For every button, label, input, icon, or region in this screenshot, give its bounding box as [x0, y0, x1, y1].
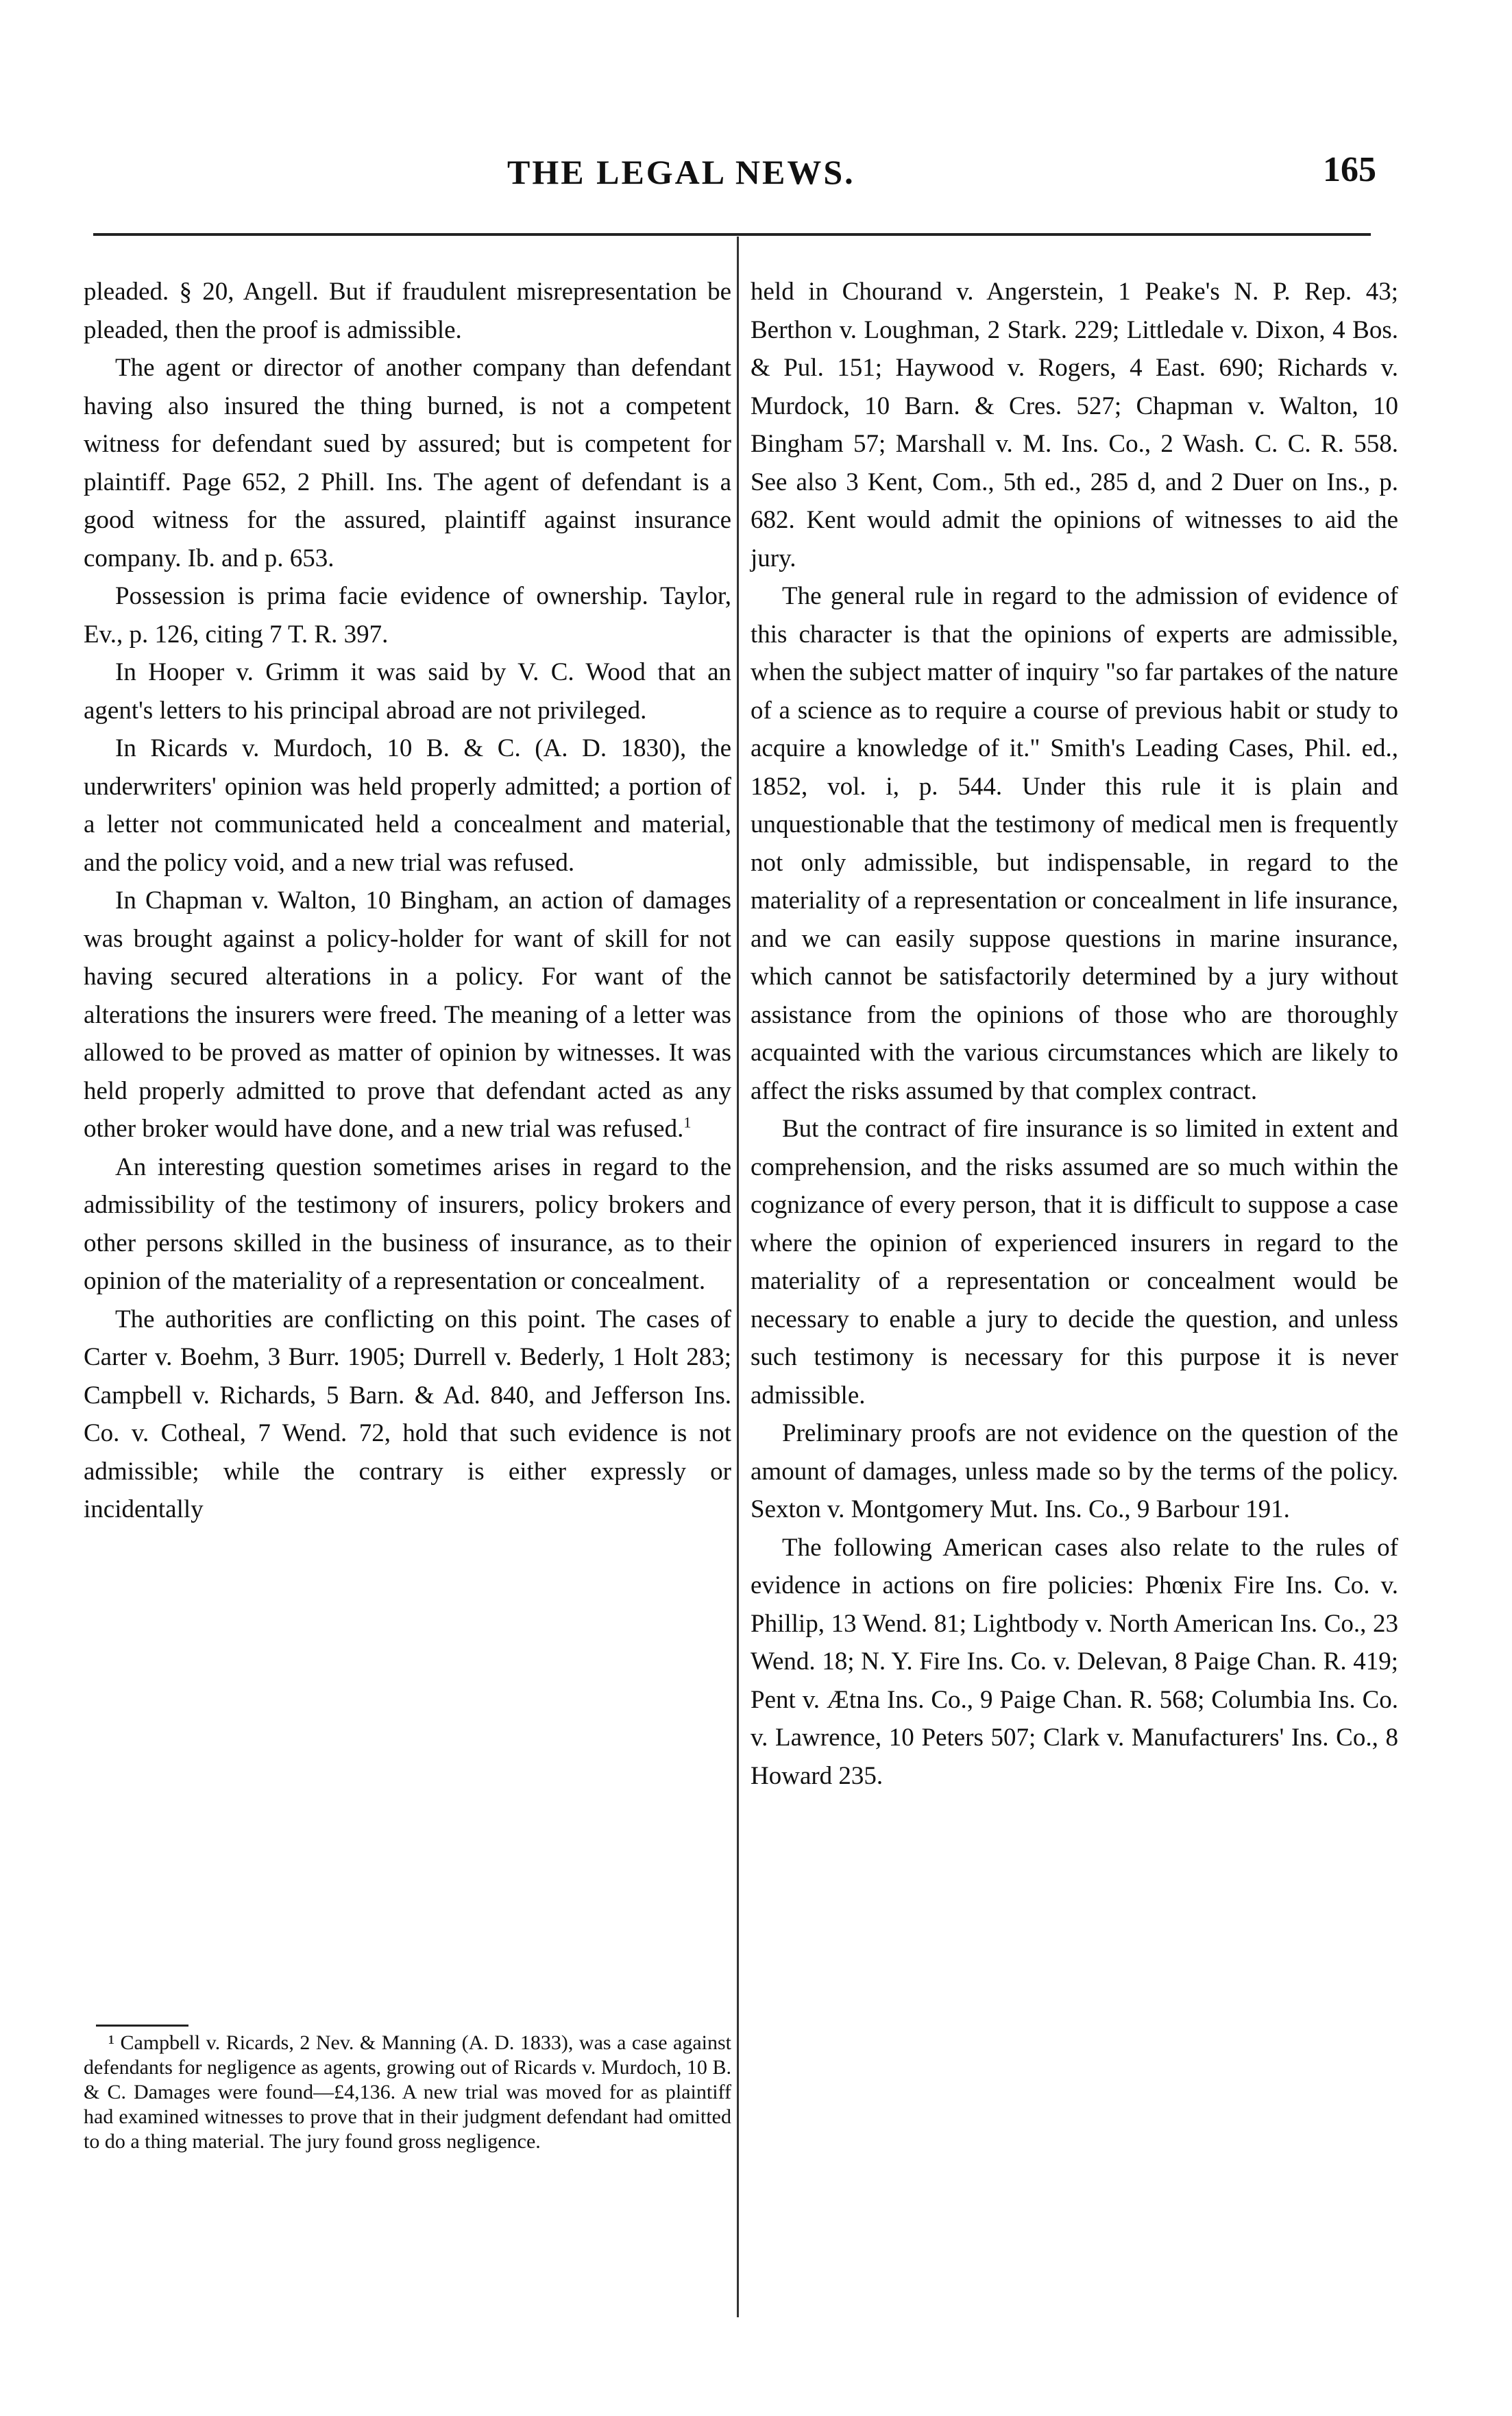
right-paragraph-3: But the contract of fire insurance is so limited in extent and comprehension, and the risks assumed are so much within the cognizance of every person, that it is difficult to suppose a case where the opinion of experienced insurers in regard to the materiality of a representation or concealment would be necessary to enable a jury to decide the question, and unless such testimony is necessary for this purpose it is never admissible.: [751, 1115, 1398, 1410]
right-column: [751, 273, 1398, 1795]
header-rule: [93, 233, 1371, 236]
left-paragraph-4: In Hooper v. Grimm it was said by V. C. Wood that an agent's letters to his principal abroad are not privileged.: [84, 658, 731, 725]
left-paragraph-2: The agent or director of another company than defendant having also insured the thing burned, is not a competent witness for defendant sued by assured; but is competent for plaintiff. Page 652, 2 Phill. Ins. The agent of defendant is a good witness for the assured, plaintiff against insurance company. Ib. and p. 653.: [84, 354, 731, 572]
footnote-text: ¹ Campbell v. Ricards, 2 Nev. & Manning (A. D. 1833), was a case against defendants for negligence as agents, growing out of Ricards v. Murdoch, 10 B. & C. Damages were found—£4,136. A new trial was moved for as plaintiff had examined witnesses to prove that in their judgment defendant had omitted to do a thing material. The jury found gross negligence.: [84, 2031, 731, 2153]
column-divider: [737, 237, 739, 2317]
footnote-rule: [96, 2025, 188, 2027]
footnote: [84, 2031, 731, 2154]
left-paragraph-6-text: In Chapman v. Walton, 10 Bingham, an action of damages was brought against a policy-holder for want of skill for not having secured alterations in a policy. For want of the alterations the insurers were freed. The meaning of a letter was allowed to be proved as matter of opinion by witnesses. It was held properly admitted to prove that defendant acted as any other broker would have done, and a new trial was refused.: [84, 886, 731, 1143]
left-paragraph-7: An interesting question sometimes arises in regard to the admissibility of the testimony of insurers, policy brokers and other persons skilled in the business of insurance, as to their opinion of the materiality of a representation or concealment.: [84, 1152, 731, 1295]
right-paragraph-4: Preliminary proofs are not evidence on the question of the amount of damages, unless made so by the terms of the policy. Sexton v. Montgomery Mut. Ins. Co., 9 Barbour 191.: [751, 1419, 1398, 1523]
left-column: [84, 273, 731, 1529]
page-number: 165: [1323, 150, 1376, 189]
running-head-title: THE LEGAL NEWS.: [507, 153, 855, 191]
right-paragraph-1: held in Chourand v. Angerstein, 1 Peake's N. P. Rep. 43; Berthon v. Loughman, 2 Stark. 229; Littledale v. Dixon, 4 Bos. & Pul. 151; Haywood v. Rogers, 4 East. 690; Richards v. Murdock, 10 Barn. & Cres. 527; Chapman v. Walton, 10 Bingham 57; Marshall v. M. Ins. Co., 2 Wash. C. C. R. 558. See also 3 Kent, Com., 5th ed., 285 d, and 2 Duer on Ins., p. 682. Kent would admit the opinions of witnesses to aid the jury.: [751, 278, 1398, 572]
left-paragraph-6: [84, 882, 731, 1148]
right-paragraph-5: The following American cases also relate to the rules of evidence in actions on fire policies: Phœnix Fire Ins. Co. v. Phillip, 13 Wend. 81; Lightbody v. North American Ins. Co., 23 Wend. 18; N. Y. Fire Ins. Co. v. Delevan, 8 Paige Chan. R. 419; Pent v. Ætna Ins. Co., 9 Paige Chan. R. 568; Columbia Ins. Co. v. Lawrence, 10 Peters 507; Clark v. Manufacturers' Ins. Co., 8 Howard 235.: [751, 1533, 1398, 1790]
left-paragraph-3: Possession is prima facie evidence of ownership. Taylor, Ev., p. 126, citing 7 T. R. 397.: [84, 582, 731, 649]
left-paragraph-1: pleaded. § 20, Angell. But if fraudulent misrepresentation be pleaded, then the proof is admissible.: [84, 278, 731, 344]
left-paragraph-5: In Ricards v. Murdoch, 10 B. & C. (A. D. 1830), the underwriters' opinion was held properly admitted; a portion of a letter not communicated held a concealment and material, and the policy void, and a new trial was refused.: [84, 734, 731, 877]
right-paragraph-2: The general rule in regard to the admission of evidence of this character is that the opinions of experts are admissible, when the subject matter of inquiry "so far partakes of the nature of a science as to require a course of previous habit or study to acquire a knowledge of it." Smith's Leading Cases, Phil. ed., 1852, vol. i, p. 544. Under this rule it is plain and unquestionable that the testimony of medical men is frequently not only admissible, but indispensable, in regard to the materiality of a representation or concealment in life insurance, and we can easily suppose questions in marine insurance, which cannot be satisfactorily determined by a jury without assistance from the opinions of those who are thoroughly acquainted with the various circumstances which are likely to affect the risks assumed by that complex contract.: [751, 582, 1398, 1105]
left-paragraph-8: The authorities are conflicting on this point. The cases of Carter v. Boehm, 3 Burr. 1905; Durrell v. Bederly, 1 Holt 283; Campbell v. Richards, 5 Barn. & Ad. 840, and Jefferson Ins. Co. v. Cotheal, 7 Wend. 72, hold that such evidence is not admissible; while the contrary is either expressly or incidentally: [84, 1305, 731, 1523]
footnote-marker: 1: [683, 1113, 692, 1131]
